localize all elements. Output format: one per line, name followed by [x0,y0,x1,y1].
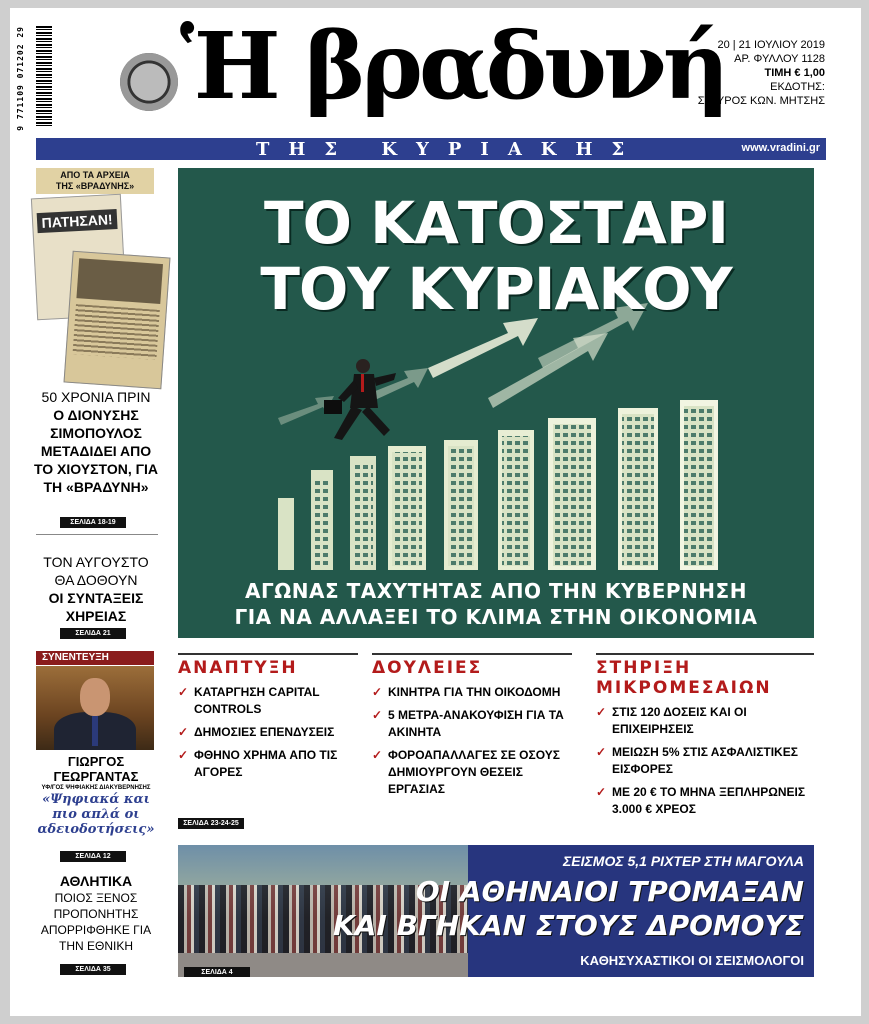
list-item: ✓ ΚΙΝΗΤΡΑ ΓΙΑ ΤΗΝ ΟΙΚΟΔΟΜΗ [372,684,572,701]
support-title [596,653,814,698]
list-item: ✓ ΦΟΡΟΑΠΑΛΛΑΓΕΣ ΣΕ ΟΣΟΥΣ ΔΗΜΙΟΥΡΓΟΥΝ ΘΕΣΕΙΣ ΕΡΓΑΣΙΑΣ [372,747,572,798]
archive-label [36,168,154,194]
hero-subhead-line-2: ΓΙΑ ΝΑ ΑΛΛΑΞΕΙ ΤΟ ΚΛΙΜΑ ΣΤΗΝ ΟΙΚΟΝΟΜΙΑ [234,605,758,629]
interview-name: ΓΙΩΡΓΟΣ ΓΕΩΡΓΑΝΤΑΣ [53,754,139,784]
hero-headline [178,190,814,322]
barcode [36,26,52,128]
interview-role: ΥΦ/ΓΟΣ ΨΗΦΙΑΚΗΣ ΔΙΑΚΥΒΕΡΝΗΣΗΣ [41,785,151,791]
interview-quote: «Ψηφιακά και πιο απλά οι αδειοδοτήσεις» [37,792,155,837]
masthead-bar [36,138,826,160]
newspaper-front-page [10,8,861,1016]
hero-subhead-line-1: ΑΓΩΝΑΣ ΤΑΧΥΤΗΤΑΣ ΑΠΟ ΤΗΝ ΚΥΒΕΡΝΗΣΗ [245,579,747,603]
divider [36,534,158,535]
jobs-title: ΔΟΥΛΕΙΕΣ [372,653,572,678]
support-column[interactable] [596,653,814,824]
pension-story[interactable] [32,553,160,625]
archive-label-line-1: ΑΠΟ ΤΑ ΑΡΧΕΙΑ [60,170,130,180]
list-item: ✓ 5 ΜΕΤΡΑ-ΑΝΑΚΟΥΦΙΣΗ ΓΙΑ ΤΑ ΑΚΙΝΗΤΑ [372,707,572,741]
list-item: ✓ ΣΤΙΣ 120 ΔΟΣΕΙΣ ΚΑΙ ΟΙ ΕΠΙΧΕΙΡΗΣΕΙΣ [596,704,814,738]
building-windows [314,478,330,566]
jobs-column[interactable] [372,653,572,804]
sports-label: ΑΘΛΗΤΙΚΑ [59,873,133,889]
pension-intro: ΤΟΝ ΑΥΓΟΥΣΤΟ ΘΑ ΔΟΘΟΥΝ [43,554,149,588]
website-link[interactable]: www.vradini.gr [741,142,820,154]
issue-date: 20 | 21 ΙΟΥΛΙΟΥ 2019 [717,39,825,51]
archive-newspaper-image [34,196,166,384]
issue-price: ΤΙΜΗ € 1,00 [764,67,825,79]
masthead-subtitle: ΤΗΣ ΚΥΡΙΑΚΗΣ [256,139,644,160]
archive-paper-headline: ΠΑΤΗΣΑΝ! [37,209,118,233]
list-item: ✓ ΦΘΗΝΟ ΧΡΗΜΑ ΑΠΟ ΤΙΣ ΑΓΟΡΕΣ [178,747,358,781]
pension-story-text: ΟΙ ΣΥΝΤΑΞΕΙΣ ΧΗΡΕΙΑΣ [48,590,144,624]
growth-list [178,684,358,781]
sports-story-text: ΠΟΙΟΣ ΞΕΝΟΣ ΠΡΟΠΟΝΗΤΗΣ ΑΠΟΡΡΙΦΘΗΚΕ ΓΙΑ ΤΗΝ ΕΘΝΙΚΗ [40,891,152,953]
list-item: ✓ ΔΗΜΟΣΙΕΣ ΕΠΕΝΔΥΣΕΙΣ [178,724,358,741]
businessman-running-icon [324,359,396,440]
archive-page-tag: ΣΕΛΙΔΑ 18-19 [60,517,126,528]
logo-coin-icon [120,53,178,111]
interview-page-tag: ΣΕΛΙΔΑ 12 [60,851,126,862]
interview-story[interactable] [32,754,160,837]
issue-number: ΑΡ. ΦΥΛΛΟΥ 1128 [734,53,825,65]
earthquake-footer: ΚΑΘΗΣΥΧΑΣΤΙΚΟΙ ΟΙ ΣΕΙΣΜΟΛΟΓΟΙ [580,953,804,968]
archive-story-text: Ο ΔΙΟΝΥΣΗΣ ΣΙΜΟΠΟΥΛΟΣ ΜΕΤΑΔΙΔΕΙ ΑΠΟ ΤΟ ΧΙΟΥΣΤΟΝ, ΓΙΑ ΤΗ «ΒΡΑΔΥΝΗ» [33,407,159,495]
interview-portrait [36,666,154,750]
publisher-label: ΕΚΔΟΤΗΣ: [770,81,825,93]
barcode-digits: 9 771109 071202 29 [16,26,25,131]
pension-page-tag: ΣΕΛΙΔΑ 21 [60,628,126,639]
support-title-line-1: ΣΤΗΡΙΞΗ [596,658,692,678]
archive-label-line-2: ΤΗΣ «ΒΡΑΔΥΝΗΣ» [55,181,135,191]
list-item: ✓ ΜΕ 20 € ΤΟ ΜΗΝΑ ΞΕΠΛΗΡΩΝΕΙΣ 3.000 € ΧΡΕΟΣ [596,784,814,818]
support-title-line-2: ΜΙΚΡΟΜΕΣΑΙΩΝ [596,678,772,698]
jobs-list [372,684,572,798]
earthquake-headline-line-2: ΚΑΙ ΒΓΗΚΑΝ ΣΤΟΥΣ ΔΡΟΜΟΥΣ [333,909,804,942]
publisher-name: ΣΤΑΥΡΟΣ ΚΩΝ. ΜΗΤΣΗΣ [697,95,825,107]
archive-story[interactable] [32,388,160,496]
hero-subhead [178,578,814,630]
earthquake-kicker: ΣΕΙΣΜΟΣ 5,1 ΡΙΧΤΕΡ ΣΤΗ ΜΑΓΟΥΛΑ [563,853,804,869]
hero-story[interactable] [178,168,814,638]
support-list [596,704,814,818]
hero-headline-line-2: ΤΟΥ ΚΥΡΙΑΚΟΥ [260,255,732,323]
archive-paper-back [64,251,171,390]
hero-headline-line-1: ΤΟ ΚΑΤΟΣΤΑΡΙ [264,189,728,257]
earthquake-headline-line-1: ΟΙ ΑΘΗΝΑΙΟΙ ΤΡΟΜΑΞΑΝ [415,875,804,908]
sports-page-tag: ΣΕΛΙΔΑ 35 [60,964,126,975]
growth-column[interactable] [178,653,358,787]
earthquake-page-tag: ΣΕΛΙΔΑ 4 [184,967,250,977]
growth-page-tag: ΣΕΛΙΔΑ 23-24-25 [178,818,244,829]
earthquake-headline [333,875,804,943]
list-item: ✓ ΚΑΤΑΡΓΗΣΗ CAPITAL CONTROLS [178,684,358,718]
sports-story[interactable] [32,872,160,954]
masthead-title: Ἡ βραδυνή [180,12,726,120]
issue-meta [698,38,825,108]
archive-intro: 50 ΧΡΟΝΙΑ ΠΡΙΝ [41,389,151,405]
list-item: ✓ ΜΕΙΩΣΗ 5% ΣΤΙΣ ΑΣΦΑΛΙΣΤΙΚΕΣ ΕΙΣΦΟΡΕΣ [596,744,814,778]
earthquake-story[interactable] [178,845,814,977]
interview-label: ΣΥΝΕΝΤΕΥΞΗ [36,651,154,665]
growth-title: ΑΝΑΠΤΥΞΗ [178,653,358,678]
